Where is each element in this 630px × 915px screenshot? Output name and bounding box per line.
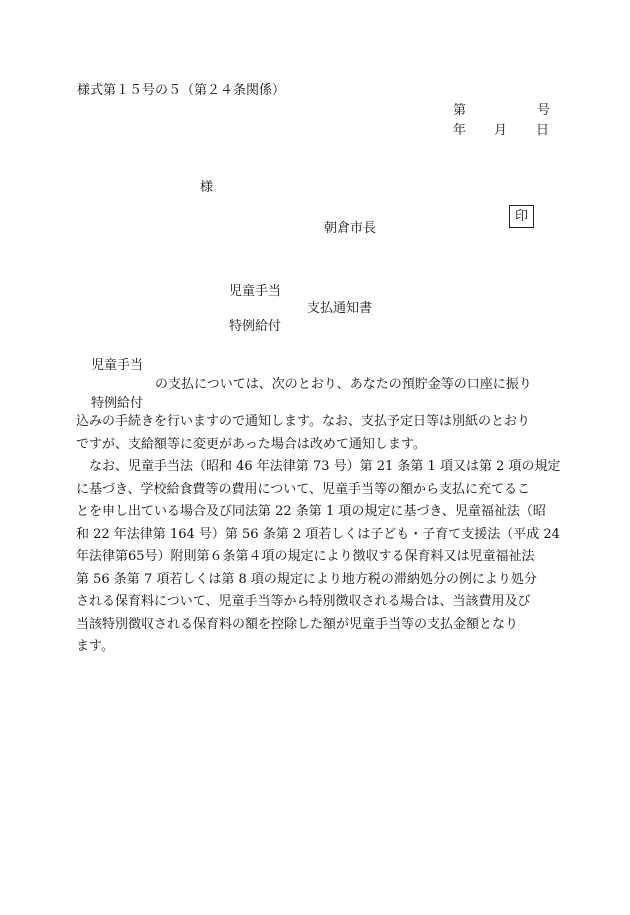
paragraph-line: ます。 xyxy=(76,639,114,654)
title-option-special-benefit: 特例給付 xyxy=(229,319,282,334)
paragraph-line: 年法律第65号）附則第６条第４項の規定により徴収する保育料又は児童福祉法 xyxy=(76,549,535,564)
paragraph-1 xyxy=(76,411,556,456)
addressee-honorific: 様 xyxy=(200,180,214,195)
paragraph-2 xyxy=(76,456,561,659)
date-day: 日 xyxy=(536,123,550,138)
intro-option-child-allowance: 児童手当 xyxy=(91,358,144,373)
paragraph-line: ですが、支給額等に変更があった場合は改めて通知します。 xyxy=(76,436,426,452)
paragraph-line: 第 56 条第 7 項若しくは第 8 項の規定により地方税の滞納処分の例により処分 xyxy=(76,571,537,587)
issuer-name: 朝倉市長 xyxy=(324,221,377,236)
paragraph-line: に基づき、学校給食費等の費用について、児童手当等の額から支払に充てるこ xyxy=(76,481,530,497)
number-suffix: 号 xyxy=(537,103,551,118)
number-prefix: 第 xyxy=(453,103,467,118)
paragraph-line: 和 22 年法律第 164 号）第 56 条第 2 項若しくは子ども・子育て支援法（平成 24 xyxy=(76,526,560,542)
paragraph-line: 込みの手続きを行いますので通知します。なお、支払予定日等は別紙のとおり xyxy=(76,414,530,429)
date-month: 月 xyxy=(494,123,508,138)
title-option-child-allowance: 児童手当 xyxy=(229,284,282,299)
paragraph-line: 当該特別徴収される保育料の額を控除した額が児童手当等の支払金額となり xyxy=(76,616,519,632)
date-year: 年 xyxy=(453,123,467,138)
intro-line: の支払については、次のとおり、あなたの預貯金等の口座に振り xyxy=(155,377,532,392)
seal-box: 印 xyxy=(509,205,534,228)
paragraph-line: される保育料について、児童手当等から特別徴収される場合は、当該費用及び xyxy=(76,594,531,609)
paragraph-line: とを申し出ている場合及び同法第 22 条第 1 項の規定に基づき、児童福祉法（昭 xyxy=(76,504,546,519)
document-title: 支払通知書 xyxy=(307,301,373,316)
paragraph-line: なお、児童手当法（昭和 46 年法律第 73 号）第 21 条第 1 項又は第 2 項の規定 xyxy=(76,459,561,474)
form-label: 様式第１５号の５（第２４条関係） xyxy=(77,83,286,98)
intro-option-special-benefit: 特例給付 xyxy=(91,396,144,411)
